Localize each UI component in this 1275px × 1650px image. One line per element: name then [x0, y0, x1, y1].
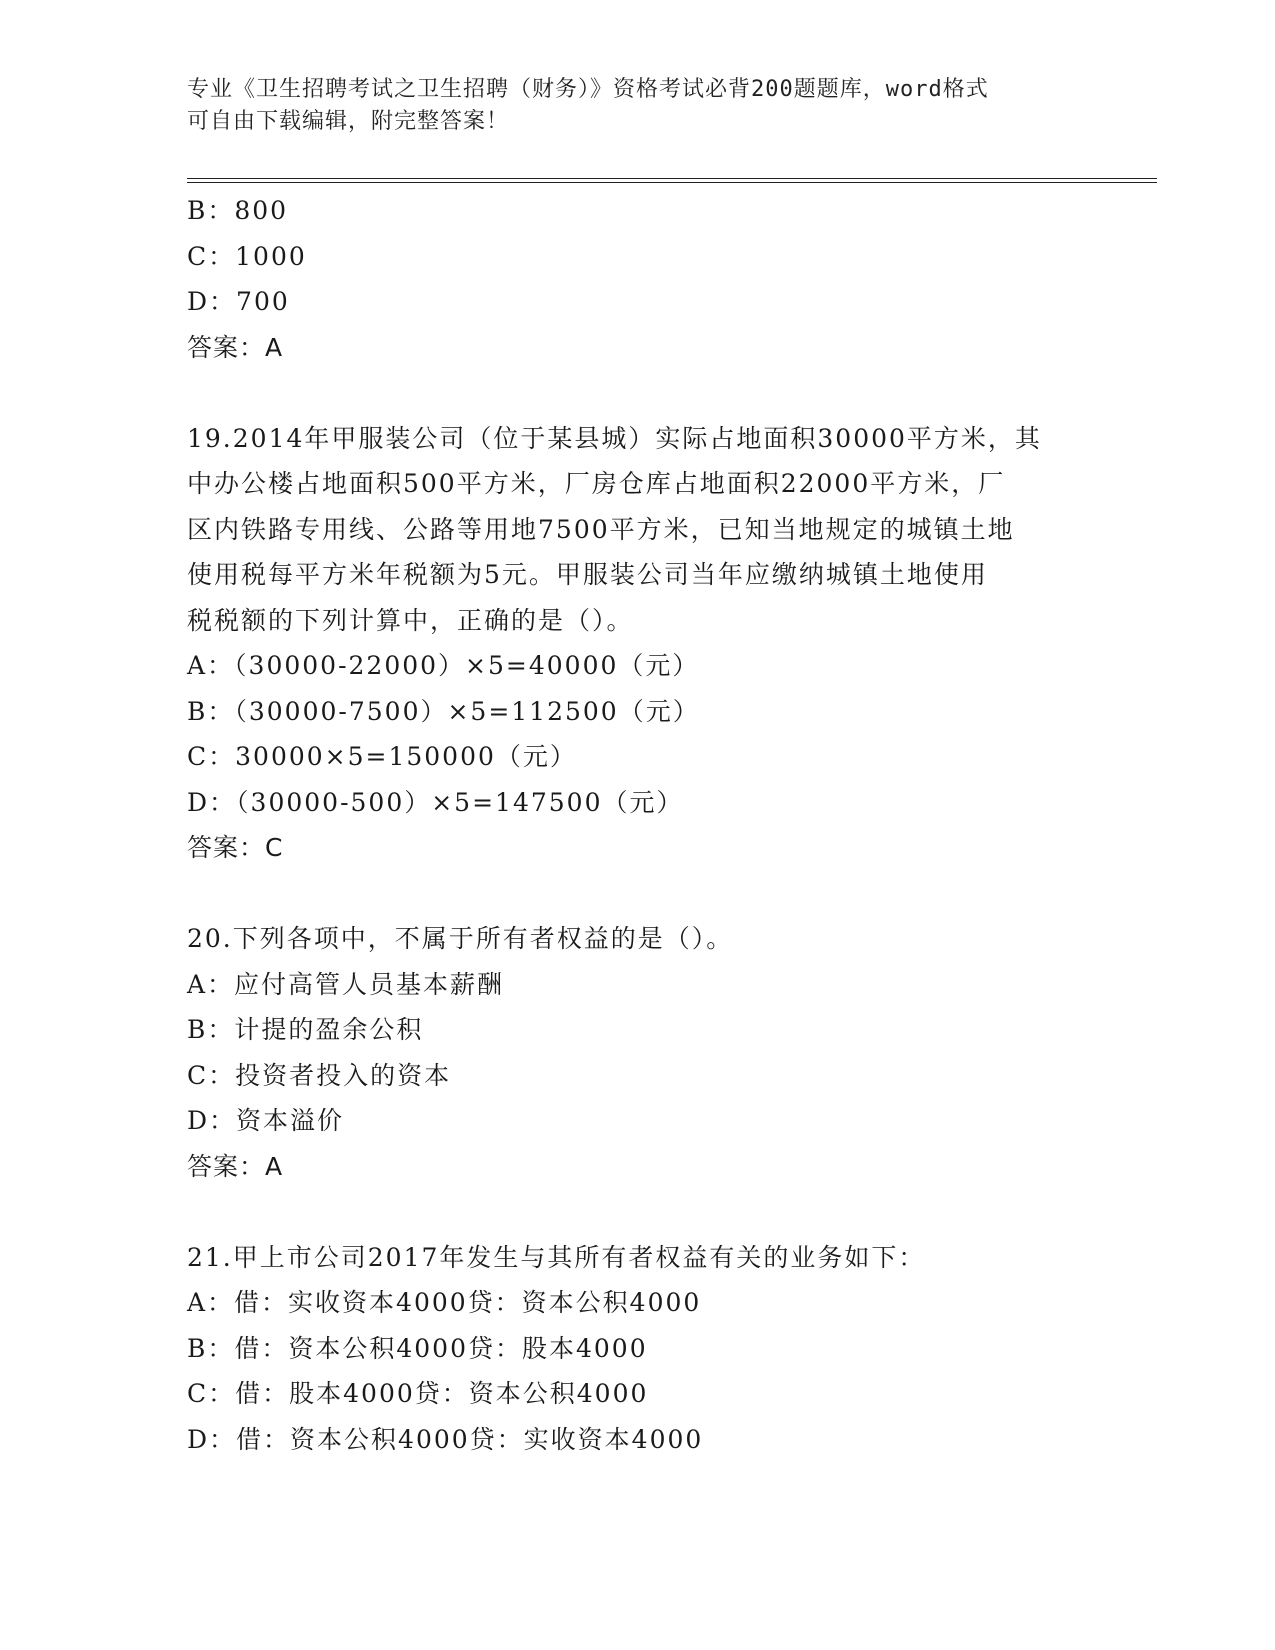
option-a: A：应付高管人员基本薪酬 — [187, 969, 505, 999]
question-stem-line: 中办公楼占地面积500平方米，厂房仓库占地面积22000平方米，厂 — [187, 469, 1006, 498]
answer: 答案：A — [187, 1151, 284, 1181]
question-stem-line: 19.2014年甲服装公司（位于某县城）实际占地面积30000平方米，其 — [187, 423, 1042, 453]
header-divider-bottom — [187, 182, 1157, 183]
header-divider-top — [187, 178, 1157, 179]
option-d: D：资本溢价 — [187, 1106, 345, 1135]
spacer — [187, 871, 1087, 917]
option-b: B：（30000-7500）×5=112500（元） — [187, 696, 700, 726]
question-20 — [187, 916, 1087, 1189]
option-c: C：1000 — [187, 241, 307, 271]
question-stem-line: 区内铁路专用线、公路等用地7500平方米，已知当地规定的城镇土地 — [187, 514, 1015, 544]
option-c: C：借：股本4000贷：资本公积4000 — [187, 1379, 649, 1408]
option-d: D：（30000-500）×5=147500（元） — [187, 787, 684, 817]
option-c: C：30000×5=150000（元） — [187, 742, 577, 771]
option-b: B：计提的盈余公积 — [187, 1015, 424, 1044]
spacer — [187, 1189, 1087, 1235]
question-stem-line: 税税额的下列计算中，正确的是（）。 — [187, 605, 634, 635]
question-19 — [187, 416, 1087, 871]
question-stem-line: 使用税每平方米年税额为5元。甲服装公司当年应缴纳城镇土地使用 — [187, 560, 988, 589]
header-line-1: 专业《卫生招聘考试之卫生招聘（财务）》资格考试必背200题题库，word格式 — [187, 77, 989, 102]
option-a: A：借：实收资本4000贷：资本公积4000 — [187, 1288, 702, 1317]
document-header — [187, 74, 1067, 138]
question-list — [187, 188, 1087, 1462]
spacer — [187, 370, 1087, 416]
question-stem-line: 20.下列各项中，不属于所有者权益的是（）。 — [187, 924, 734, 953]
option-b: B：800 — [187, 196, 289, 225]
question-stem-line: 21.甲上市公司2017年发生与其所有者权益有关的业务如下： — [187, 1242, 926, 1272]
option-d: D：700 — [187, 287, 290, 316]
answer: 答案：C — [187, 833, 284, 862]
option-b: B：借：资本公积4000贷：股本4000 — [187, 1333, 648, 1363]
option-d: D：借：资本公积4000贷：实收资本4000 — [187, 1424, 704, 1454]
question-21 — [187, 1235, 1087, 1463]
option-a: A：（30000-22000）×5=40000（元） — [187, 651, 700, 680]
answer: 答案：A — [187, 332, 284, 362]
option-c: C：投资者投入的资本 — [187, 1060, 452, 1090]
header-line-2: 可自由下载编辑，附完整答案！ — [187, 109, 510, 134]
question-18-tail — [187, 188, 1087, 370]
